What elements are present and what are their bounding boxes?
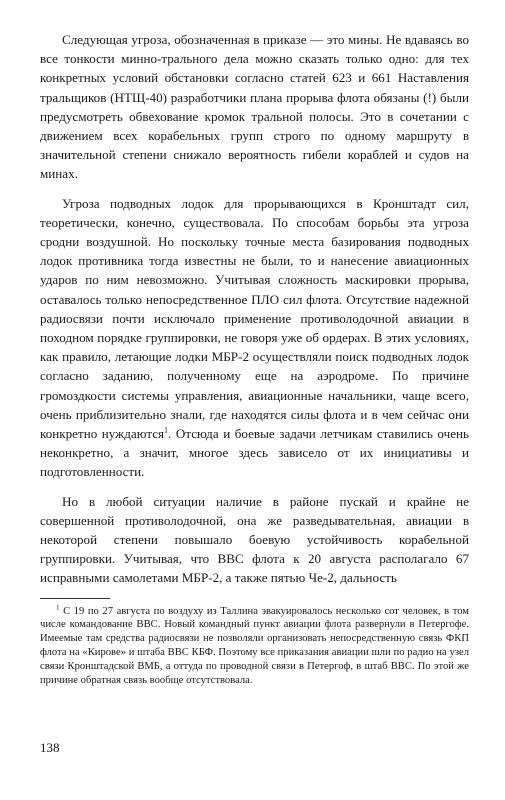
- main-text: [40, 30, 469, 588]
- paragraph-aviation: Но в любой ситуации наличие в районе пускай и крайне не совершенной противолодочной, она же разведывательная, авиации в некоторой степени повышало боевую устойчивость корабельной группировки. Учитывая, что ВВС флота к 20 августа располагало 67 исправными самолетами МБР-2, а также пятью Че-2, дальность: [40, 493, 469, 586]
- footnote-divider: [40, 598, 110, 599]
- footnote-reference: 1: [164, 425, 169, 435]
- paragraph-submarines-continuation: Отсюда и боевые задачи летчикам ставились очень неконкретно, а значит, многое здесь зависело от их инициативы и подготовленности.: [40, 426, 470, 480]
- footnote-paragraph: [40, 605, 469, 688]
- footnote-text: С 19 по 27 августа по воздуху из Таллина эвакуировалось несколько сот человек, в том числе командование ВВС. Новый командный пункт авиации флота развернули в Петергофе. Имеемые там средства радиосвязи не позволяли организовать непосредственную связь ФКП флота на «Кирове» и штаба ВВС КБФ. Поэтому все приказания авиации шли по радио на узел связи Кронштадской ВМБ, а оттуда по проводной связи в Петергоф, в штаб ВВС. По этой же причине обратная связь вообще отсутствовала.: [40, 605, 469, 686]
- footnote: [40, 605, 469, 688]
- paragraph-mines: Следующая угроза, обозначенная в приказе — это мины. Не вдаваясь во все тонкости минно-трального дела можно сказать только одно: для тех конкретных условий обстановки согласно статей 623 и 661 Наставления тральщиков (НТЩ-40) разработчики плана прорыва флота обязаны (!) были предусмотреть обвехование кромок тральной полосы. Это в сочетании с движением всех корабельных групп строго по одному маршруту в значительной степени снижало вероятность гибели кораблей и судов на минах.: [40, 32, 469, 182]
- footnote-marker: 1: [56, 603, 60, 612]
- paragraph-submarines: Угроза подводных лодок для прорывающихся в Кронштадт сил, теоретически, конечно, существовала. По способам борьбы эта угроза сродни воздушной. Но поскольку точные места базирования подводных лодок противника тогда известны не были, то и нанесение авиационных ударов по ним невозможно. Учитывая сложность маскировки прорыва, оставалось только непосредственное ПЛО сил флота. Отсутствие надежной радиосвязи почти исключало применение противолодочной авиации в походном порядке группировки, не говоря уже об ордерах. В этих условиях, как правило, летающие лодки МБР-2 осуществляли поиск подводных лодок согласно заданию, полученному еще на аэродроме. По причине громоздкости системы управления, авиационные начальники, чаще всего, очень приблизительно знали, где находятся силы флота и в чем сейчас они конкретно нуждаются$^1$. Отсюда и боевые задачи летчикам ставились очень неконкретно, а значит, многое здесь зависело от их инициативы и подготовленности.: [40, 195, 470, 480]
- paragraph-submarines-text: Угроза подводных лодок для прорывающихся в Кронштадт сил, теоретически, конечно, существовала. По способам борьбы эта угроза сродни воздушной. Но поскольку точные места базирования подводных лодок противника тогда известны не были, то и нанесение авиационных ударов по ним невозможно. Учитывая сложность маскировки прорыва, оставалось только непосредственное ПЛО сил флота. Отсутствие надежной радиосвязи почти исключало применение противолодочной авиации в походном порядке группировки, не говоря уже об ордерах. В этих условиях, как правило, летающие лодки МБР-2 осуществляли поиск подводных лодок согласно заданию, полученному еще на аэродроме. По причине громоздкости системы управления, авиационные начальники, чаще всего, очень приблизительно знали, где находятся силы флота и в чем сейчас они конкретно нуждаются: [40, 195, 469, 442]
- page-number: 138: [40, 740, 60, 755]
